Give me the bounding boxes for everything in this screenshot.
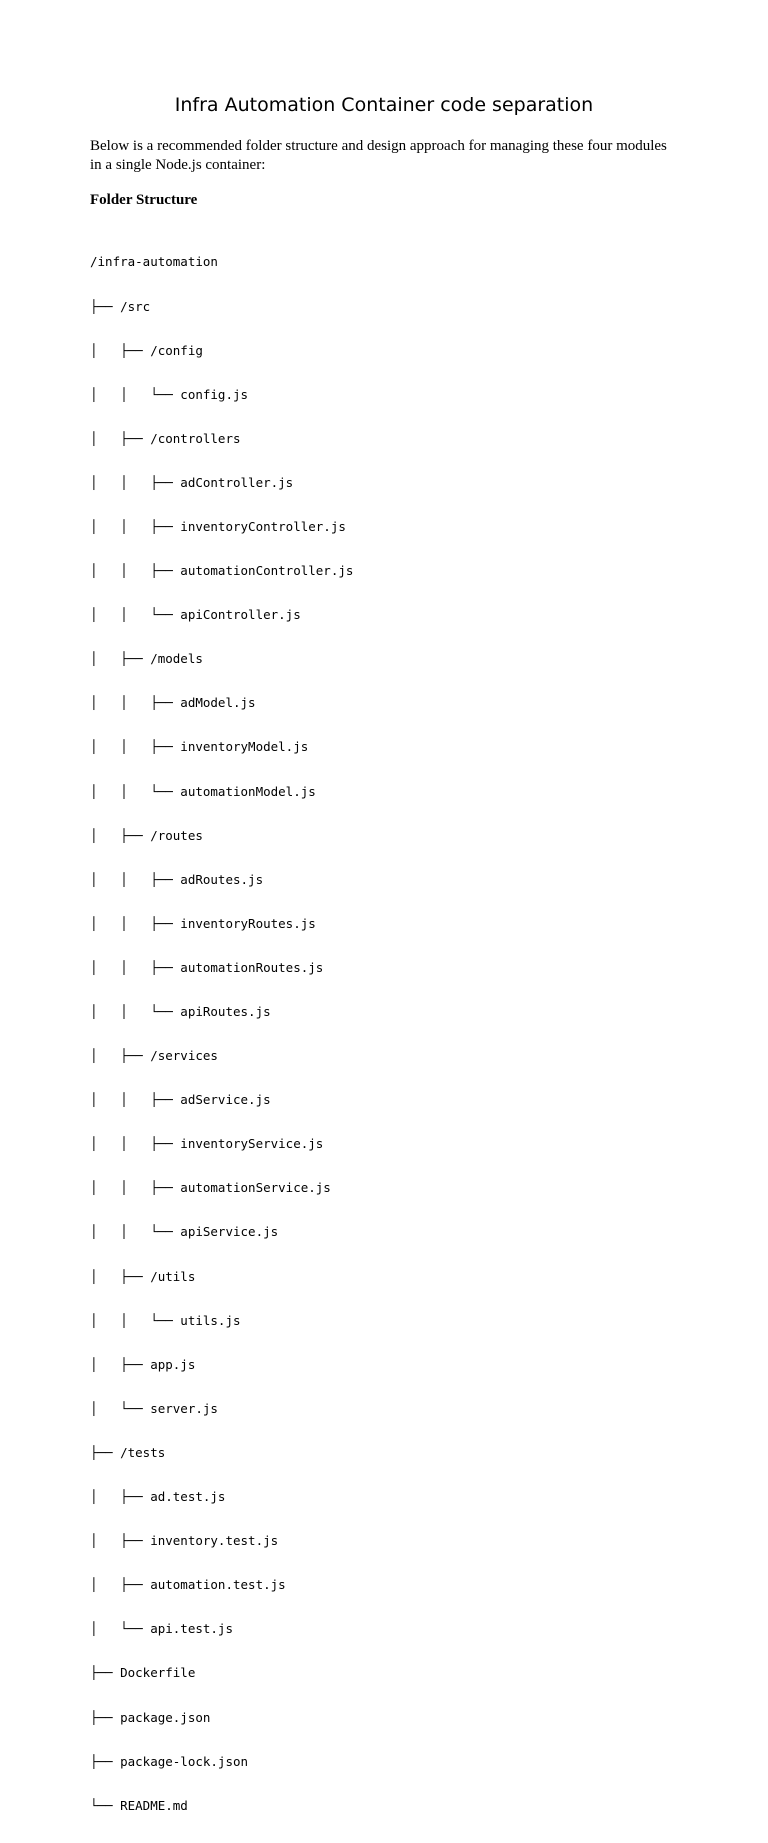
tree-line: │ │ ├── inventoryController.js [90,518,346,534]
tree-line: │ │ └── apiService.js [90,1224,279,1240]
tree-line: │ │ ├── adController.js [90,474,294,490]
tree-line: ├── package-lock.json [90,1753,249,1769]
tree-line: │ ├── inventory.test.js [90,1533,279,1549]
intro-paragraph: Below is a recommended folder structure and design approach for managing these four modules in a single Node.js container: [90,138,667,173]
tree-line: ├── package.json [90,1709,211,1725]
tree-line: │ │ ├── automationService.js [90,1180,331,1196]
tree-line: │ ├── /controllers [90,430,241,446]
tree-line: │ │ └── automationModel.js [90,783,316,799]
tree-line: │ │ ├── automationController.js [90,563,354,579]
tree-line: │ ├── automation.test.js [90,1577,286,1593]
tree-line: │ ├── /utils [90,1268,196,1284]
tree-line: ├── /src [90,298,151,314]
tree-line: │ │ ├── inventoryService.js [90,1136,324,1152]
tree-line: │ └── api.test.js [90,1621,233,1637]
tree-line: └── README.md [90,1797,188,1813]
tree-line: │ │ └── utils.js [90,1312,241,1328]
tree-line: │ │ └── apiRoutes.js [90,1004,271,1019]
folder-structure-tree [90,226,353,1843]
tree-line: │ │ ├── automationRoutes.js [90,959,324,975]
section-heading: Folder Structure [90,192,198,208]
tree-line: │ │ ├── adRoutes.js [90,871,264,887]
tree-line: │ │ ├── adModel.js [90,695,256,711]
tree-line: /infra-automation [90,254,218,270]
page-title: Infra Automation Container code separation [174,94,594,116]
tree-line: │ │ ├── adService.js [90,1092,271,1108]
tree-line: │ ├── app.js [90,1356,196,1372]
tree-line: │ │ └── apiController.js [90,607,301,623]
tree-line: │ ├── /models [90,651,203,667]
tree-line: │ ├── /config [90,342,203,358]
tree-line: ├── /tests [90,1444,166,1460]
tree-line: │ ├── /services [90,1048,218,1064]
tree-line: ├── Dockerfile [90,1665,196,1681]
tree-line: │ │ ├── inventoryRoutes.js [90,915,316,931]
tree-line: │ ├── ad.test.js [90,1489,226,1505]
tree-line: │ ├── /routes [90,827,203,843]
tree-line: │ └── server.js [90,1400,218,1416]
tree-line: │ │ └── config.js [90,386,249,402]
tree-line: │ │ ├── inventoryModel.js [90,739,309,755]
